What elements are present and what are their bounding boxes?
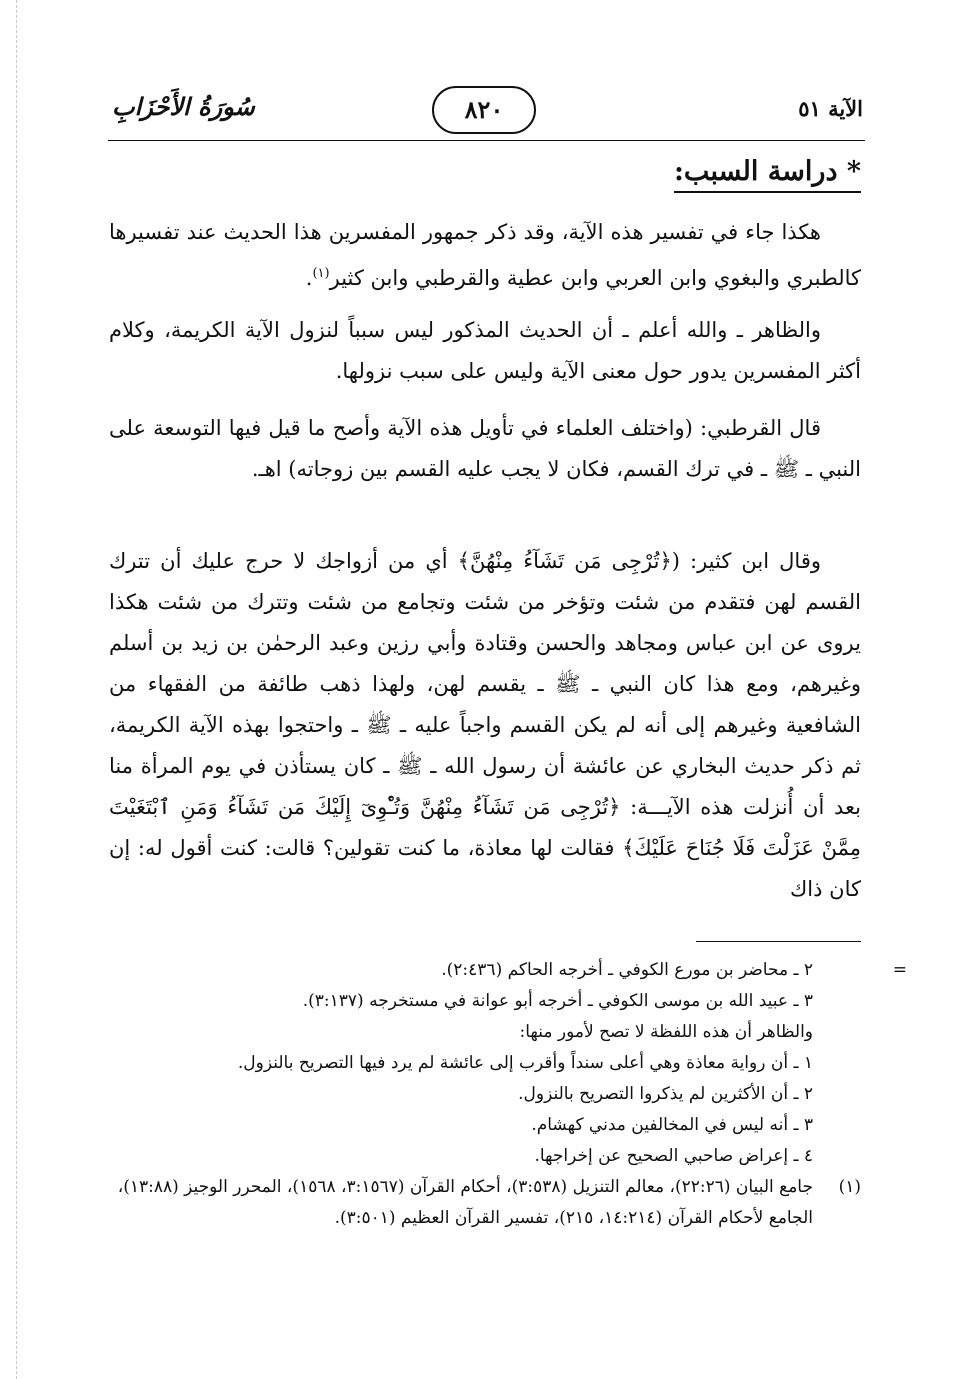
footnote-line <box>109 1048 861 1079</box>
paragraph-1-text: هكذا جاء في تفسير هذه الآية، وقد ذكر جمهور المفسرين هذا الحديث عند تفسيرها كالطبري والبغوي وابن العربي وابن عطية والقرطبي وابن كثير <box>109 220 861 290</box>
footnote-line-text: ٢ ـ أن الأكثرين لم يذكروا التصريح بالنزول. <box>518 1084 813 1104</box>
footnote-line <box>109 1110 861 1141</box>
footnote-ref-1[interactable]: (١) <box>312 266 330 281</box>
paragraph-3 <box>109 408 861 490</box>
footnote-line <box>109 986 861 1017</box>
paragraph-4-text: وقال ابن كثير: (﴿تُرْجِى مَن تَشَآءُ مِنْهُنَّ﴾ أي من أزواجك لا حرج عليك أن تترك القسم لهن فتقدم من شئت وتؤخر من شئت وتجامع من شئت وتترك من شئت هكذا يروى عن ابن عباس ومجاهد والحسن وقتادة وأبي رزين وعبد الرحمٰن بن زيد بن أسلم وغيرهم، ومع هذا كان النبي ـ ﷺ ـ يقسم لهن، ولهذا ذهب طائفة من الفقهاء من الشافعية وغيرهم إلى أنه لم يكن القسم واجباً عليه ـ ﷺ ـ واحتجوا بهذه الآية الكريمة، ثم ذكر حديث البخاري عن عائشة أن رسول الله ـ ﷺ ـ كان يستأذن في يوم المرأة منا بعد أن أُنزلت هذه الآيـــة: ﴿تُرْجِى مَن تَشَآءُ مِنْهُنَّ وَتُـْٔوِىٓ إِلَيْكَ مَن تَشَآءُ وَمَنِ ٱبْتَغَيْتَ مِمَّنْ عَزَلْتَ فَلَا جُنَاحَ عَلَيْكَ﴾ فقالت لها معاذة، ما كنت تقولين؟ قالت: كنت أقول له: إن كان ذاك <box>109 549 861 901</box>
paragraph-2-text: والظاهر ـ والله أعلم ـ أن الحديث المذكور ليس سبباً لنزول الآية الكريمة، وكلام أكثر المفسرين يدور حول معنى الآية وليس على سبب نزولها. <box>109 318 861 383</box>
section-title-underline <box>674 191 861 193</box>
page-number: ٨٢٠ <box>432 86 536 134</box>
footnote-line-text: ١ ـ أن رواية معاذة وهي أعلى سنداً وأقرب إلى عائشة لم يرد فيها التصريح بالنزول. <box>237 1053 813 1073</box>
footnotes <box>109 955 907 1234</box>
paragraph-4 <box>109 541 861 910</box>
footnote-line-text: ٣ ـ عبيد الله بن موسى الكوفي ـ أخرجه أبو عوانة في مستخرجه (٣:١٣٧). <box>302 991 813 1011</box>
footnote-line <box>109 1017 861 1048</box>
section-title-text: * دراسة السبب: <box>673 156 861 187</box>
footnote-number: (١) <box>838 1177 861 1197</box>
paragraph-3-text: قال القرطبي: (واختلف العلماء في تأويل هذه الآية وأصح ما قيل فيها التوسعة على النبي ـ ﷺ ـ في ترك القسم، فكان لا يجب عليه القسم بين زوجاته) اهـ. <box>109 416 861 481</box>
page-edge <box>16 0 18 1379</box>
footnote-line <box>109 955 907 986</box>
surah-name: سُورَةُ الأَحْزَابِ <box>112 92 255 121</box>
footnote-reference-text: جامع البيان (٢٢:٢٦)، معالم التنزيل (٣:٥٣٨)، أحكام القرآن (٣:١٥٦٧، ١٥٦٨)، المحرر الوجيز (١٣:٨٨)، الجامع لأحكام القرآن (١٤:٢١٤، ٢١٥)، تفسير القرآن العظيم (٣:٥٠١). <box>117 1177 813 1228</box>
header-rule <box>108 140 865 141</box>
paragraph-1-end: . <box>305 266 313 290</box>
footnote-line-text: ٤ ـ إعراض صاحبي الصحيح عن إخراجها. <box>534 1146 813 1166</box>
footnote-separator <box>696 941 861 942</box>
footnote-line <box>109 1079 861 1110</box>
verse-label: الآية ٥١ <box>798 96 863 121</box>
continuation-mark: = <box>892 960 907 980</box>
paragraph-1 <box>109 212 861 299</box>
section-title <box>674 156 861 187</box>
footnote-line <box>109 1141 861 1172</box>
footnote-line-text: ٣ ـ أنه ليس في المخالفين مدني كهشام. <box>531 1115 813 1135</box>
footnote-line-text: والظاهر أن هذه اللفظة لا تصح لأمور منها: <box>519 1022 813 1042</box>
paragraph-2 <box>109 310 861 392</box>
footnote-line-text: ٢ ـ محاضر بن مورع الكوفي ـ أخرجه الحاكم (٢:٤٣٦). <box>441 960 813 980</box>
footnote-reference <box>109 1172 861 1234</box>
